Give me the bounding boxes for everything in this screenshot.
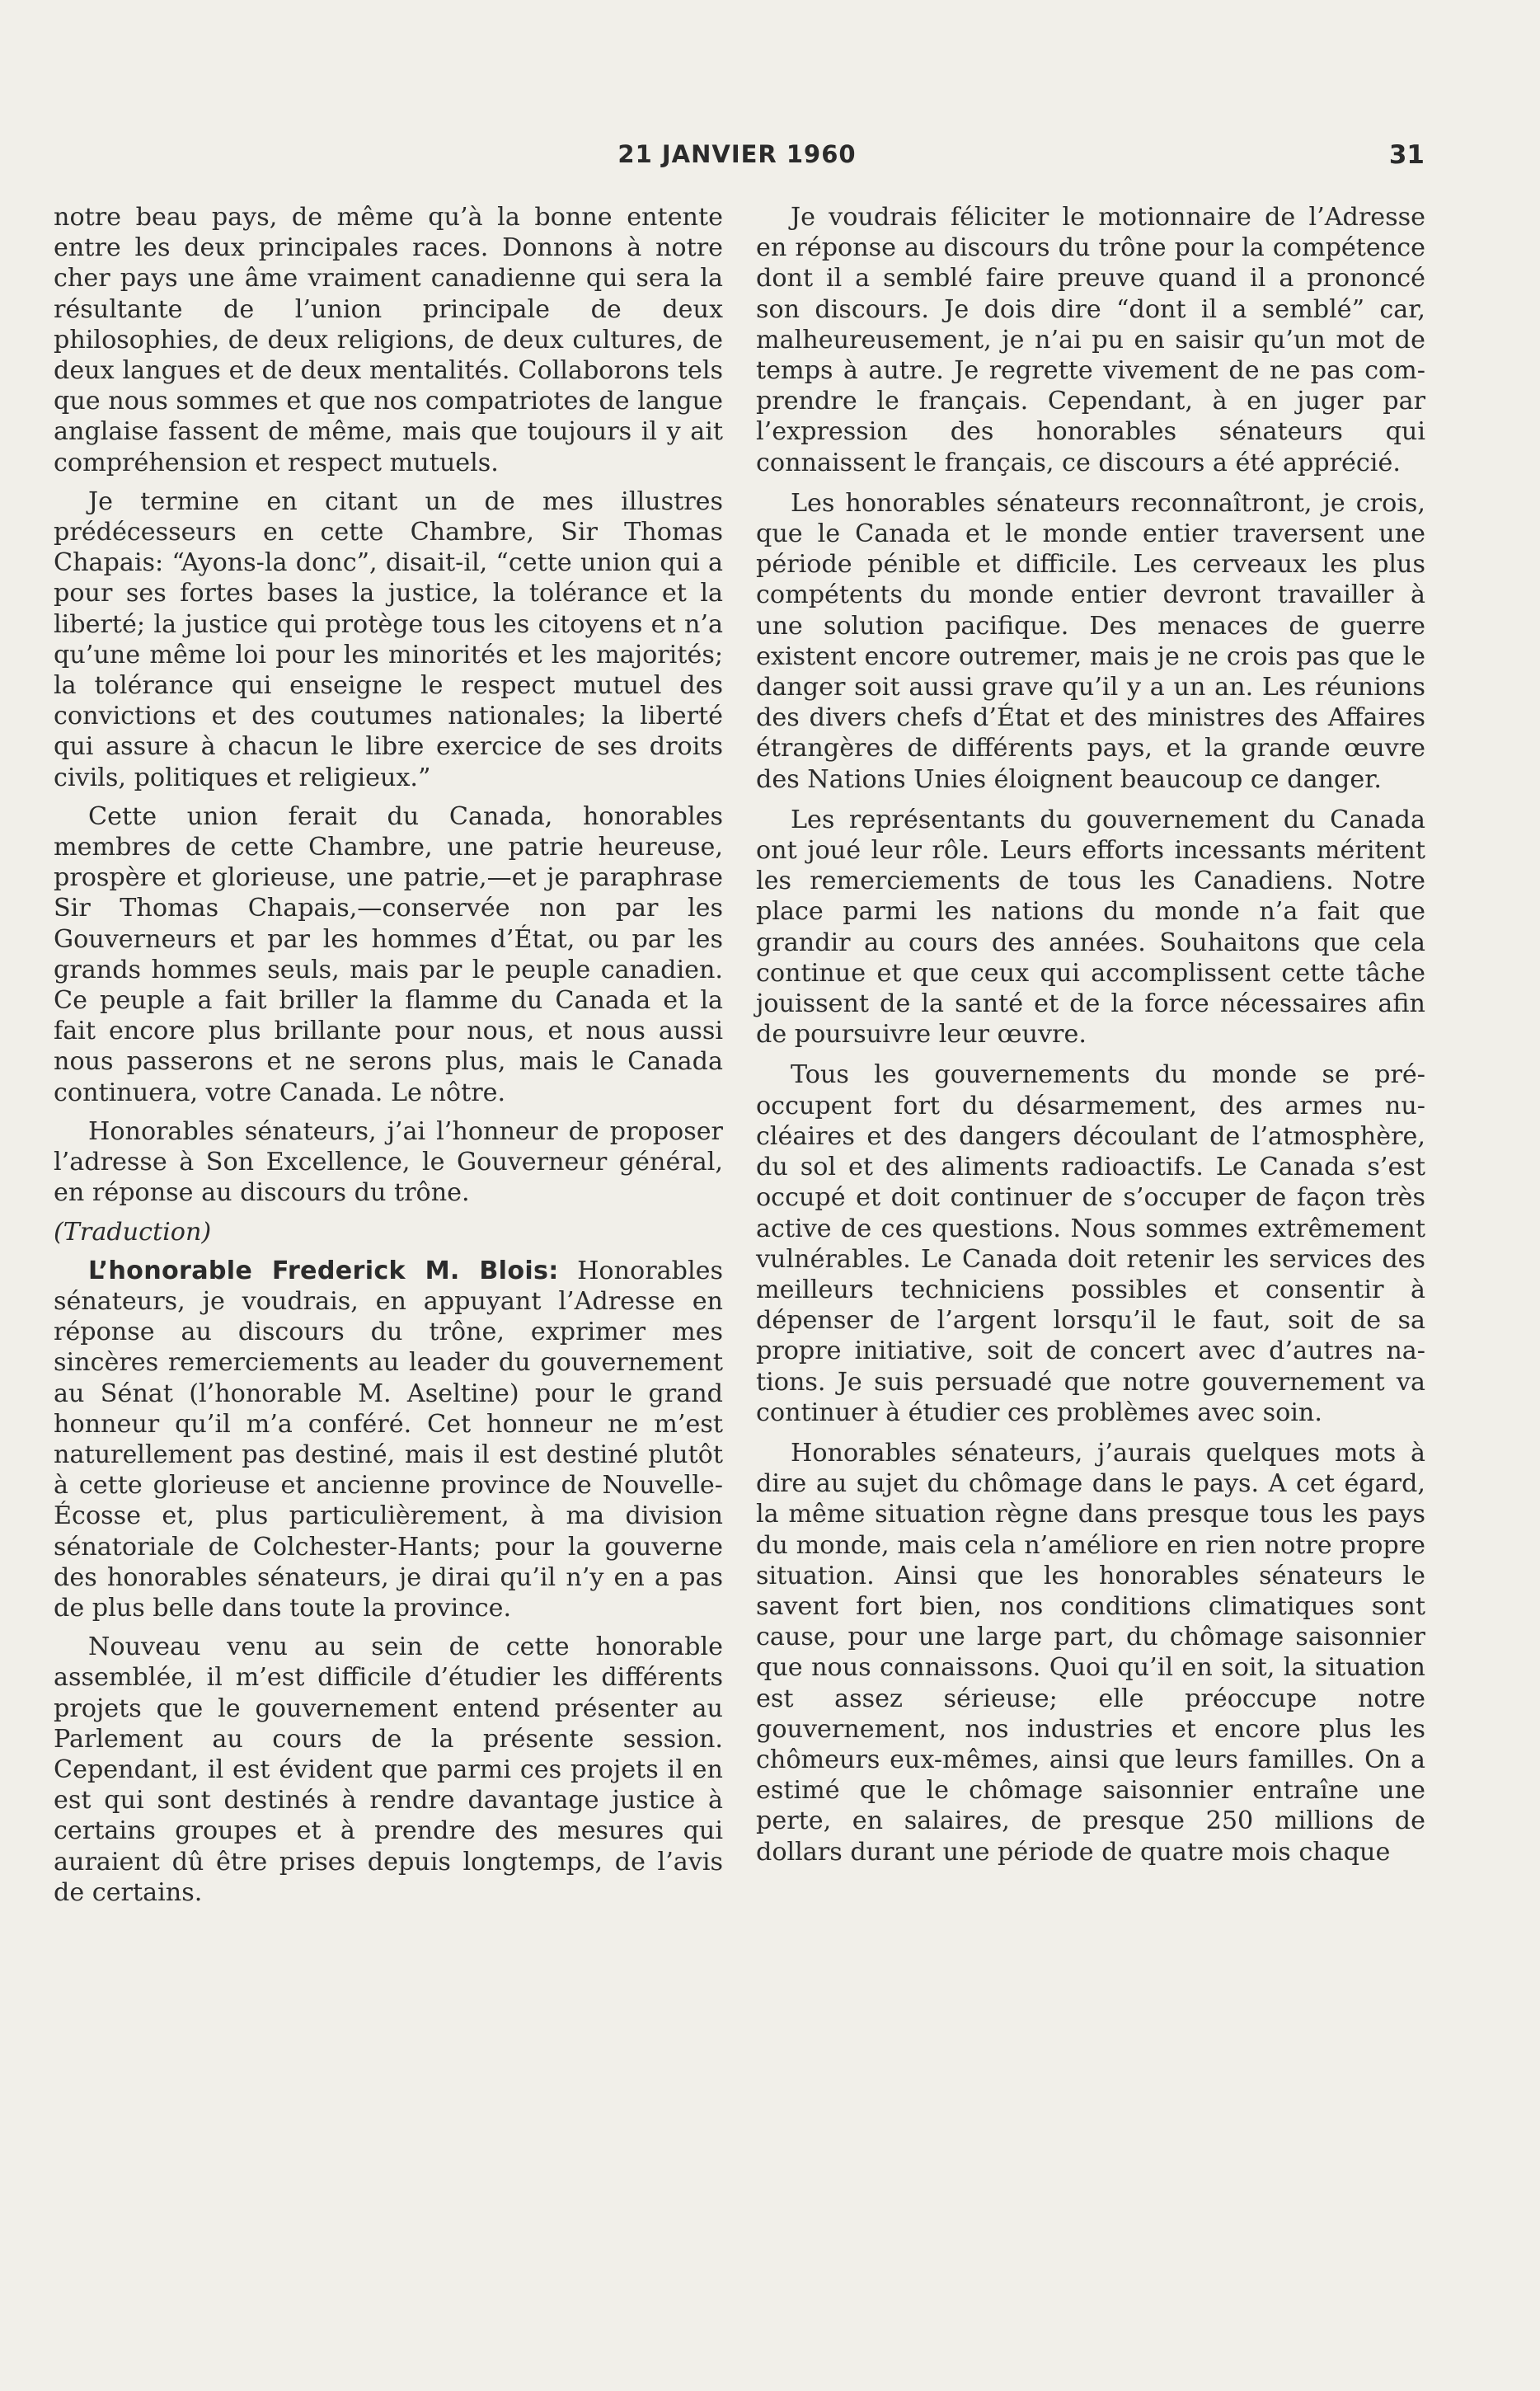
paragraph: Je voudrais féliciter le motionnaire de l’Adresse en réponse au discours du trône pour la compétence dont il a semblé faire preuve quand il a prononcé son discours. Je dois dire “dont il a semblé” car, malheureusement, je n’ai pu en saisir qu’un mot de temps à autre. Je regrette vivement de ne pas comprendre le français. Cependant, à en juger par l’expression des honorables sénateurs qui connaissent le français, ce discours a été apprécié. — [756, 203, 1425, 477]
translation-note: (Traduction) — [54, 1217, 212, 1247]
speaker-name: L’honorable Frederick M. Blois: — [88, 1256, 559, 1285]
paragraph: Je termine en citant un de mes illustres prédécesseurs en cette Chambre, Sir Thomas Chapais: “Ayons-la donc”, disait-il, “cette union qui a pour ses fortes bases la justice, la tolérance et la liberté; la justice qui protège tous les citoyens et n’a qu’une même loi pour les minorités et les majorités; la tolérance qui enseigne le respect mutuel des convictions et des coutumes nationales; la liberté qui assure à chacun le libre exercice de ses droits civils, politiques et religieux.” — [54, 486, 723, 792]
header-date: 21 JANVIER 1960 — [617, 140, 857, 168]
page-number: 31 — [1388, 140, 1425, 170]
paragraph: Honorables sénateurs, j’aurais quelques mots à dire au sujet du chômage dans le pays. A cet égard, la même situation règne dans presque tous les pays du monde, mais cela n’améliore en rien notre propre situation. Ainsi que les honorables sénateurs le savent fort bien, nos conditions climatiques sont cause, pour une large part, du chômage saisonnier que nous connaissons. Quoi qu’il en soit, la situation est assez sérieuse; elle préoccupe notre gouvernement, nos industries et encore plus les chômeurs eux-mêmes, ainsi que leurs familles. On a estimé que le chômage saisonnier entraîne une perte, en salaires, de presque 250 millions de dollars durant une période de quatre mois chaque — [756, 1438, 1425, 1867]
paragraph: Cette union ferait du Canada, honorables membres de cette Chambre, une patrie heureuse, prospère et glorieuse, une patrie,—et je paraphrase Sir Thomas Chapais,—conservée non par les Gouverneurs et par les hommes d’État, ou par les grands hommes seuls, mais par le peuple canadien. Ce peuple a fait briller la flamme du Canada et la fait encore plus brillante pour nous, et nous aussi nous passerons et ne serons plus, mais le Canada continuera, votre Canada. Le nôtre. — [54, 801, 723, 1107]
paragraph: Les représentants du gouvernement du Canada ont joué leur rôle. Leurs efforts incessants méritent les remerciements de tous les Canadiens. Notre place parmi les nations du monde n’a fait que grandir au cours des années. Souhaitons que cela continue et que ceux qui accomplissent cette tâche jouissent de la santé et de la force nécessaires afin de poursuivre leur œuvre. — [756, 805, 1425, 1050]
speaker-text: Honorables sénateurs, je voudrais, en appuyant l’Adresse en réponse au discours du trône, exprimer mes sincères remerciements au leader du gouvernement au Sénat (l’honorable M. Aseltine) pour le grand honneur qu’il m’a conféré. Cet honneur ne m’est naturellement pas destiné, mais il est destiné plutôt à cette glorieuse et ancienne province de Nouvelle-Écosse et, plus particulièrement, à ma division sénatoriale de Colchester-Hants; pour la gouverne des honorables sénateurs, je dirai qu’il n’y en a pas de plus belle dans toute la province. — [54, 1256, 723, 1623]
paragraph: Les honorables sénateurs reconnaîtront, je crois, que le Canada et le monde entier traversent une période pénible et difficile. Les cerveaux les plus compétents du monde entier devront travailler à une solution pacifique. Des menaces de guerre existent encore outremer, mais je ne crois pas que le danger soit aussi grave qu’il y a un an. Les réunions des divers chefs d’État et des ministres des Affaires étrangères de différents pays, et la grande œuvre des Nations Unies éloignent beaucoup ce danger. — [756, 488, 1425, 794]
paragraph: Tous les gouvernements du monde se préoccupent fort du désarmement, des armes nucléaires et des dangers découlant de l’atmosphère, du sol et des aliments radioactifs. Le Canada s’est occupé et doit continuer de s’occuper de façon très active de ces questions. Nous sommes extrêmement vulnérables. Le Canada doit retenir les services des meilleurs techniciens possibles et consentir à dépenser de l’argent lorsqu’il le faut, soit de sa propre initiative, soit de concert avec d’autres nations. Je suis persuadé que notre gouvernement va continuer à étudier ces problèmes avec soin. — [756, 1060, 1425, 1427]
paragraph: notre beau pays, de même qu’à la bonne entente entre les deux principales races. Donnons à notre cher pays une âme vraiment canadienne qui sera la résultante de l’union principale de deux philosophies, de deux religions, de deux cultures, de deux langues et de deux mentalités. Collaborons tels que nous sommes et que nos compatriotes de langue anglaise fassent de même, mais que toujours il y ait compréhension et respect mutuels. — [54, 203, 723, 477]
paragraph: Honorables sénateurs, j’ai l’honneur de proposer l’adresse à Son Excellence, le Gouverneur général, en réponse au discours du trône. — [54, 1116, 723, 1208]
right-column — [756, 202, 1425, 1877]
speaker-paragraph — [54, 1256, 723, 1623]
paragraph: Nouveau venu au sein de cette honorable assemblée, il m’est difficile d’étudier les différents projets que le gouvernement entend présenter au Parlement au cours de la présente session. Cependant, il est évident que parmi ces projets il en est qui sont destinés à rendre davantage justice à certains groupes et à prendre des mesures qui auraient dû être prises depuis longtemps, de l’avis de certains. — [54, 1632, 723, 1907]
left-column — [54, 202, 723, 1916]
page-header — [49, 140, 1425, 176]
